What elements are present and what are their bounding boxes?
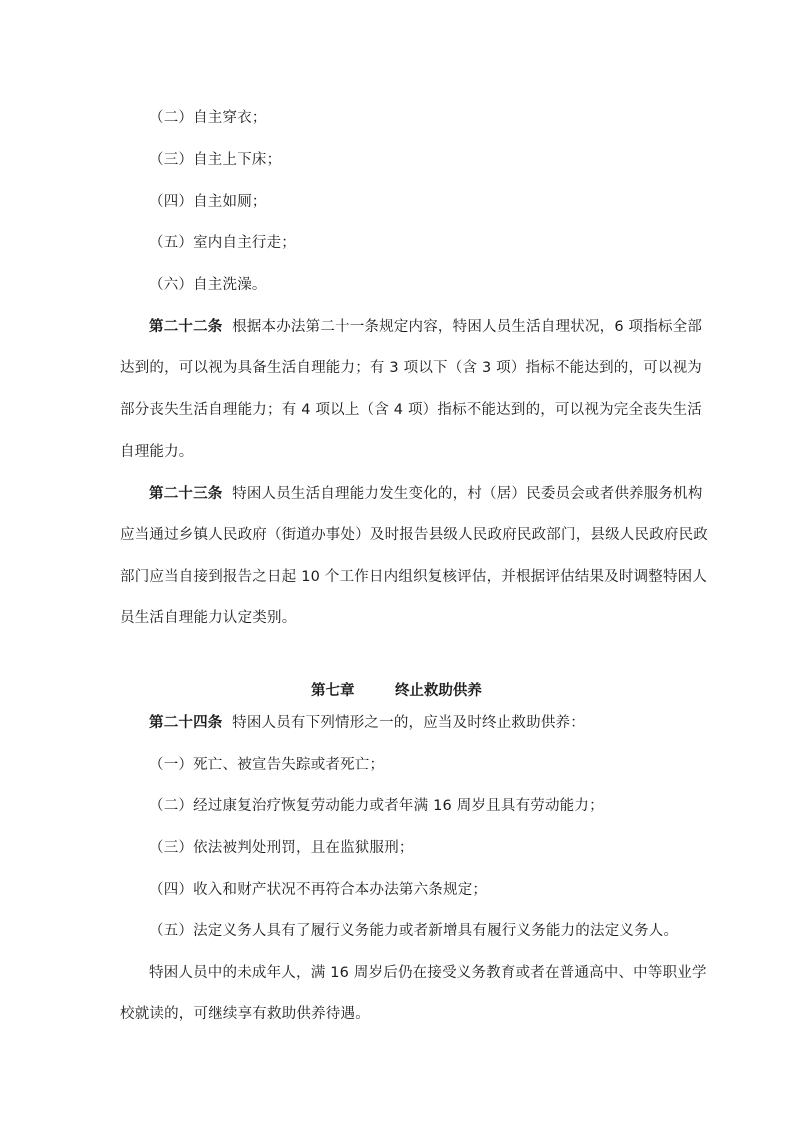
article-24-text-1: 特困人员有下列情形之一的，应当及时终止救助供养： [232,715,585,731]
termination-item-4: （四）收入和财产状况不再符合本办法第六条规定； [149,882,488,898]
chapter-heading [0,681,793,701]
termination-item-2: （二）经过康复治疗恢复劳动能力或者年满 16 周岁且具有劳动能力； [149,798,604,814]
termination-item-5: （五）法定义务人具有了履行义务能力或者新增具有履行义务能力的法定义务人。 [149,923,679,939]
article-23-heading: 第二十三条 [149,486,223,502]
chapter-title: 终止救助供养 [394,683,482,699]
list-item-2: （二）自主穿衣； [149,110,267,126]
article-23-text-2: 应当通过乡镇人民政府（街道办事处）及时报告县级人民政府民政部门，县级人民政府民政 [120,527,708,543]
list-item-5: （五）室内自主行走； [149,235,296,251]
termination-item-3: （三）依法被判处刑罚，且在监狱服刑； [149,840,414,856]
list-item-3: （三）自主上下床； [149,152,282,168]
article-23-text-4: 员生活自理能力认定类别。 [120,610,297,626]
list-item-4: （四）自主如厕； [149,194,267,210]
closing-text-2: 校就读的，可继续享有救助供养待遇。 [120,1006,370,1022]
article-22-first-line [149,317,702,337]
chapter-number: 第七章 [311,683,355,699]
article-23-text-3: 部门应当自接到报告之日起 10 个工作日内组织复核评估，并根据评估结果及时调整特困人 [120,569,708,585]
list-item-6: （六）自主洗澡。 [149,277,267,293]
article-22-text-4: 自理能力。 [120,444,194,460]
closing-text-1: 特困人员中的未成年人，满 16 周岁后仍在接受义务教育或者在普通高中、中等职业学 [149,965,707,981]
article-22-text-1: 根据本办法第二十一条规定内容，特困人员生活自理状况，6 项指标全部 [232,319,703,335]
article-24-heading: 第二十四条 [149,715,223,731]
article-22-heading: 第二十二条 [149,319,223,335]
article-24-first-line [149,713,585,733]
article-23-text-1: 特困人员生活自理能力发生变化的，村（居）民委员会或者供养服务机构 [232,486,703,502]
termination-item-1: （一）死亡、被宣告失踪或者死亡； [149,757,385,773]
article-23-first-line [149,484,703,504]
article-22-text-2: 达到的，可以视为具备生活自理能力；有 3 项以下（含 3 项）指标不能达到的，可以视为 [120,360,702,376]
article-22-text-3: 部分丧失生活自理能力；有 4 项以上（含 4 项）指标不能达到的，可以视为完全丧失生活 [120,402,702,418]
